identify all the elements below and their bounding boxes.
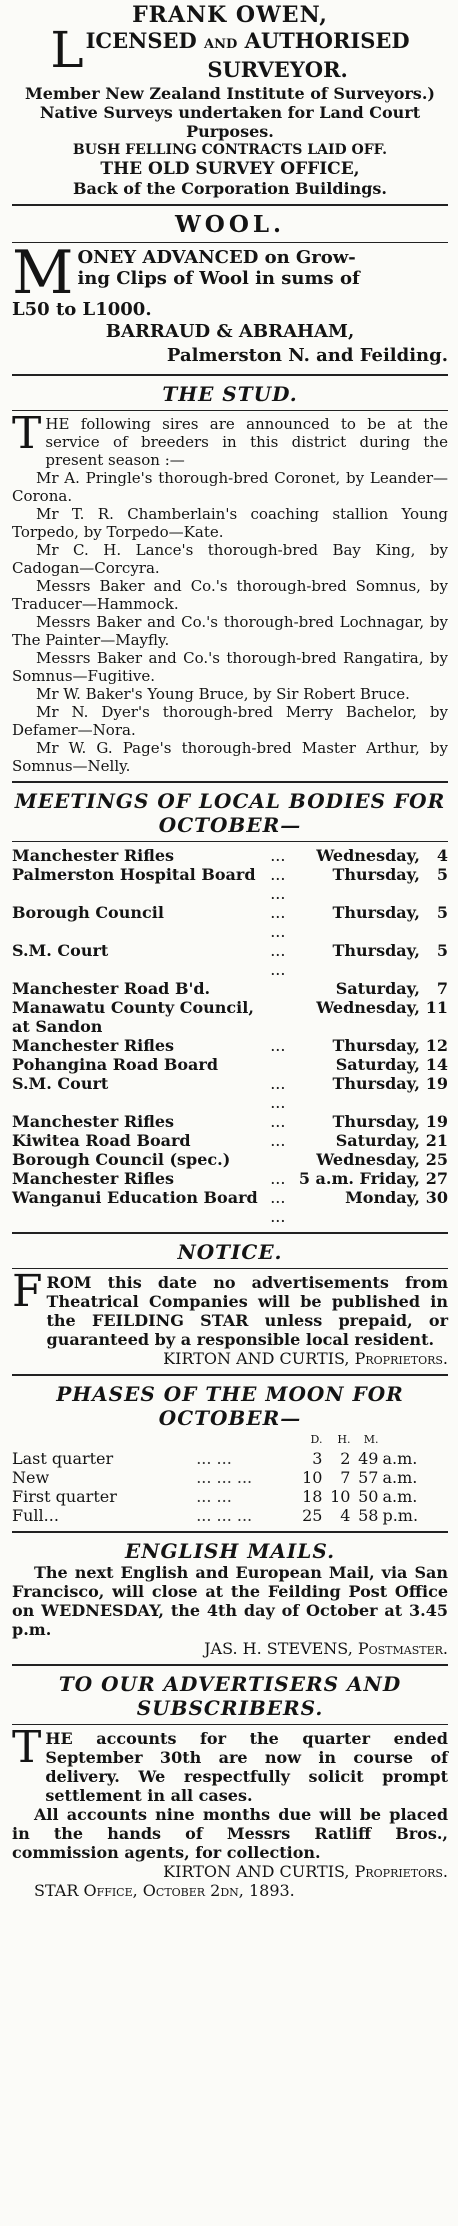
stud-entry: Mr N. Dyer's thorough-bred Merry Bachelor, by Defamer—Nora. [12, 703, 448, 739]
moon-unit: a.m. [382, 1468, 418, 1487]
meeting-date: 30 [425, 1188, 448, 1207]
divider [12, 1374, 448, 1376]
meeting-name: Pohangina Road Board [12, 1055, 219, 1074]
mails-signature: JAS. H. STEVENS, Postmaster. [204, 1639, 448, 1658]
meeting-day: 5 a.m. Friday, [298, 1169, 420, 1188]
meeting-day: Saturday, [335, 979, 420, 998]
meeting-row [12, 1055, 448, 1074]
stud-intro-text: HE following sires are announced to be at the service of breeders in this district during the present season :— [45, 415, 448, 469]
notice-signature: KIRTON AND CURTIS, Proprietors. [163, 1349, 448, 1368]
moon-heading: PHASES OF THE MOON FOR OCTOBER— [56, 1382, 404, 1430]
meeting-date: 27 [425, 1169, 448, 1188]
meeting-dots: ... [270, 1112, 286, 1131]
meeting-name: Borough Council (spec.) [12, 1150, 231, 1169]
meeting-row [12, 865, 448, 903]
moon-unit: a.m. [382, 1487, 418, 1506]
meetings-table [12, 846, 448, 1226]
wool-firm: BARRAUD & ABRAHAM, [105, 321, 355, 342]
meeting-day: Saturday, [335, 1131, 420, 1150]
wool-body [12, 238, 448, 308]
divider [12, 1664, 448, 1666]
meeting-row [12, 979, 448, 998]
stud-entry: Mr T. R. Chamberlain's coaching stallion Young Torpedo, by Torpedo—Kate. [12, 505, 448, 541]
meeting-name: Palmerston Hospital Board [12, 865, 256, 884]
surveyor-member: Member New Zealand Institute of Surveyors.) [25, 84, 435, 103]
meeting-dots [270, 979, 299, 998]
stud-entry: Messrs Baker and Co.'s thorough-bred Somnus, by Traducer—Hammock. [12, 577, 448, 613]
moon-row [12, 1449, 448, 1468]
stud-entry: Mr A. Pringle's thorough-bred Coronet, by Leander—Corona. [12, 469, 448, 505]
stud-section [12, 382, 448, 775]
moon-minute: 50 [358, 1487, 379, 1506]
meeting-day: Monday, [345, 1188, 420, 1207]
meeting-date: 19 [425, 1112, 448, 1131]
meeting-name: S.M. Court [12, 941, 109, 960]
meeting-row [12, 1036, 448, 1055]
meeting-day: Thursday, [332, 1112, 420, 1131]
advertisers-text-2: All accounts nine months due will be placed in the hands of Messrs Ratliff Bros., commission agents, for collection. [12, 1805, 448, 1862]
meeting-date: 5 [436, 903, 448, 922]
stud-entries [12, 469, 448, 775]
notice-text: ROM this date no advertisements from Theatrical Companies will be published in the FEILDING STAR unless prepaid, or guaranteed by a responsible local resident. [46, 1273, 448, 1349]
meeting-dots: ... [270, 846, 286, 865]
stud-entry: Messrs Baker and Co.'s thorough-bred Lochnagar, by The Painter—Mayfly. [12, 613, 448, 649]
surveyor-title-block [86, 28, 410, 82]
meeting-row [12, 1188, 448, 1226]
moon-phase: Full... [12, 1506, 59, 1525]
divider [12, 1531, 448, 1533]
surveyor-name: FRANK OWEN, [132, 2, 328, 28]
divider [12, 242, 448, 243]
meeting-row [12, 846, 448, 865]
moon-day: 10 [302, 1468, 323, 1487]
divider [12, 1724, 448, 1725]
surveyor-title-licensed: ICENSED [85, 28, 197, 53]
meeting-name: Wanganui Education Board [12, 1188, 258, 1207]
meeting-name: Manchester Rifles [12, 1112, 175, 1131]
meeting-dots: ... [270, 1169, 286, 1188]
meeting-row [12, 1131, 448, 1150]
divider [12, 841, 448, 842]
meeting-day: Thursday, [332, 865, 420, 884]
moon-phase: First quarter [12, 1487, 117, 1506]
stud-dropcap: T [12, 408, 42, 459]
moon-row [12, 1468, 448, 1487]
meetings-section [12, 789, 448, 1226]
notice-dropcap: F [12, 1266, 43, 1317]
moon-hour: 7 [340, 1468, 351, 1487]
surveyor-title [12, 21, 448, 82]
meeting-date: 11 [425, 998, 448, 1017]
moon-dots: ... ... [196, 1449, 232, 1468]
stud-entry: Mr C. H. Lance's thorough-bred Bay King, by Cadogan—Corcyra. [12, 541, 448, 577]
meeting-date: 7 [436, 979, 448, 998]
moon-dots: ... ... [196, 1487, 232, 1506]
moon-dots: ... ... ... [196, 1506, 253, 1525]
stud-heading: THE STUD. [162, 382, 298, 406]
meeting-day: Thursday, [332, 1074, 420, 1093]
meeting-name: Manchester Rifles [12, 846, 175, 865]
advertisers-signature: KIRTON AND CURTIS, Proprietors. [163, 1862, 448, 1881]
divider [12, 204, 448, 206]
meeting-row [12, 1169, 448, 1188]
meeting-row [12, 1112, 448, 1131]
advertisers-body [12, 1722, 448, 1805]
stud-entry: Messrs Baker and Co.'s thorough-bred Rangatira, by Somnus—Fugitive. [12, 649, 448, 685]
moon-row [12, 1506, 448, 1525]
meeting-name: Kiwitea Road Board [12, 1131, 191, 1150]
surveyor-title-surveyor: SURVEYOR. [207, 57, 348, 82]
moon-hour: 4 [340, 1506, 351, 1525]
meeting-day: Wednesday, [316, 846, 420, 865]
surveyor-location: Back of the Corporation Buildings. [73, 179, 387, 198]
moon-col-m: M. [363, 1433, 379, 1446]
meeting-day: Thursday, [332, 903, 420, 922]
wool-line-3: L50 to L1000. [12, 299, 152, 320]
wool-places: Palmerston N. and Feilding. [166, 345, 448, 366]
divider [12, 410, 448, 411]
wool-dropcap: M [12, 238, 74, 308]
meeting-date: 25 [425, 1150, 448, 1169]
meeting-day: Thursday, [332, 1036, 420, 1055]
meeting-row [12, 1150, 448, 1169]
meeting-dots [270, 1150, 299, 1169]
divider [12, 1268, 448, 1269]
meeting-dots [270, 1055, 299, 1074]
meeting-date: 19 [425, 1074, 448, 1093]
meeting-row [12, 941, 448, 979]
moon-table [12, 1430, 448, 1525]
meeting-name: Manchester Road B'd. [12, 979, 211, 998]
meeting-date: 5 [436, 865, 448, 884]
moon-phase: Last quarter [12, 1449, 114, 1468]
mails-text: The next English and European Mail, via San Francisco, will close at the Feilding Post Office on WEDNESDAY, the 4th day of October at 3.45 p.m. [12, 1563, 448, 1639]
meeting-name: Manchester Rifles [12, 1036, 175, 1055]
meeting-dots: ... ... [270, 865, 286, 903]
moon-day: 25 [302, 1506, 323, 1525]
moon-col-h: H. [337, 1433, 351, 1446]
surveyor-title-authorised: AUTHORISED [244, 28, 410, 53]
moon-minute: 49 [358, 1449, 379, 1468]
meeting-day: Thursday, [332, 941, 420, 960]
meeting-row [12, 1074, 448, 1112]
surveyor-bush: BUSH FELLING CONTRACTS LAID OFF. [72, 142, 388, 158]
moon-row [12, 1487, 448, 1506]
advertisers-dropcap: T [12, 1722, 42, 1773]
stud-intro [12, 408, 448, 469]
notice-heading: NOTICE. [177, 1240, 283, 1264]
meeting-date: 14 [425, 1055, 448, 1074]
mails-section [12, 1539, 448, 1658]
divider [12, 374, 448, 376]
moon-header-row [12, 1430, 448, 1449]
moon-hour: 10 [330, 1487, 351, 1506]
surveyor-office: THE OLD SURVEY OFFICE, [100, 159, 360, 179]
surveyor-native: Native Surveys undertaken for Land Court Purposes. [39, 103, 421, 141]
meeting-date: 4 [436, 846, 448, 865]
wool-heading: WOOL. [174, 211, 286, 238]
notice-section [12, 1240, 448, 1368]
surveyor-title-and: AND [204, 37, 238, 52]
advertisers-heading: TO OUR ADVERTISERS AND SUBSCRIBERS. [58, 1672, 402, 1720]
moon-day: 3 [312, 1449, 323, 1468]
meeting-date: 21 [425, 1131, 448, 1150]
meeting-dots: ... [270, 1036, 286, 1055]
meeting-day: Wednesday, [316, 998, 420, 1017]
moon-section [12, 1382, 448, 1525]
surveyor-title-dropcap: L [50, 21, 84, 79]
surveyor-advert [12, 2, 448, 198]
wool-text [77, 247, 359, 299]
wool-advert [12, 212, 448, 368]
wool-line-1: ONEY ADVANCED on Grow- [77, 247, 356, 268]
meeting-dots: ... ... [270, 941, 286, 979]
moon-minute: 58 [358, 1506, 379, 1525]
advertisers-text-1: HE accounts for the quarter ended September 30th are now in course of delivery. We respectfully solicit prompt settlement in all cases. [45, 1729, 448, 1805]
stud-entry: Mr W. G. Page's thorough-bred Master Arthur, by Somnus—Nelly. [12, 739, 448, 775]
advertisers-office: STAR Office, October 2dn, 1893. [34, 1881, 295, 1900]
meeting-row [12, 998, 448, 1036]
moon-dots: ... ... ... [196, 1468, 253, 1487]
stud-entry: Mr W. Baker's Young Bruce, by Sir Robert Bruce. [36, 685, 410, 703]
meeting-dots: ... ... [270, 903, 286, 941]
meeting-dots [270, 998, 299, 1036]
meeting-dots: ... ... [270, 1074, 286, 1112]
meeting-dots: ... [270, 1131, 286, 1150]
moon-unit: a.m. [382, 1449, 418, 1468]
meeting-day: Saturday, [335, 1055, 420, 1074]
moon-day: 18 [302, 1487, 323, 1506]
meeting-date: 5 [436, 941, 448, 960]
divider [12, 1232, 448, 1234]
moon-hour: 2 [340, 1449, 351, 1468]
meeting-day: Wednesday, [316, 1150, 420, 1169]
wool-line-2: ing Clips of Wool in sums of [77, 268, 360, 289]
meeting-name: Manchester Rifles [12, 1169, 175, 1188]
moon-phase: New [12, 1468, 50, 1487]
meetings-heading: MEETINGS OF LOCAL BODIES FOR OCTOBER— [14, 789, 446, 837]
divider [12, 781, 448, 783]
advertisers-section [12, 1672, 448, 1900]
meeting-name: S.M. Court [12, 1074, 109, 1093]
meeting-name: Borough Council [12, 903, 164, 922]
notice-body [12, 1266, 448, 1349]
meeting-dots: ... ... [270, 1188, 286, 1226]
moon-minute: 57 [358, 1468, 379, 1487]
meeting-row [12, 903, 448, 941]
meeting-name: Manawatu County Council, at Sandon [12, 998, 254, 1036]
moon-unit: p.m. [382, 1506, 419, 1525]
mails-heading: ENGLISH MAILS. [124, 1539, 336, 1563]
moon-col-d: D. [310, 1433, 323, 1446]
meeting-date: 12 [425, 1036, 448, 1055]
